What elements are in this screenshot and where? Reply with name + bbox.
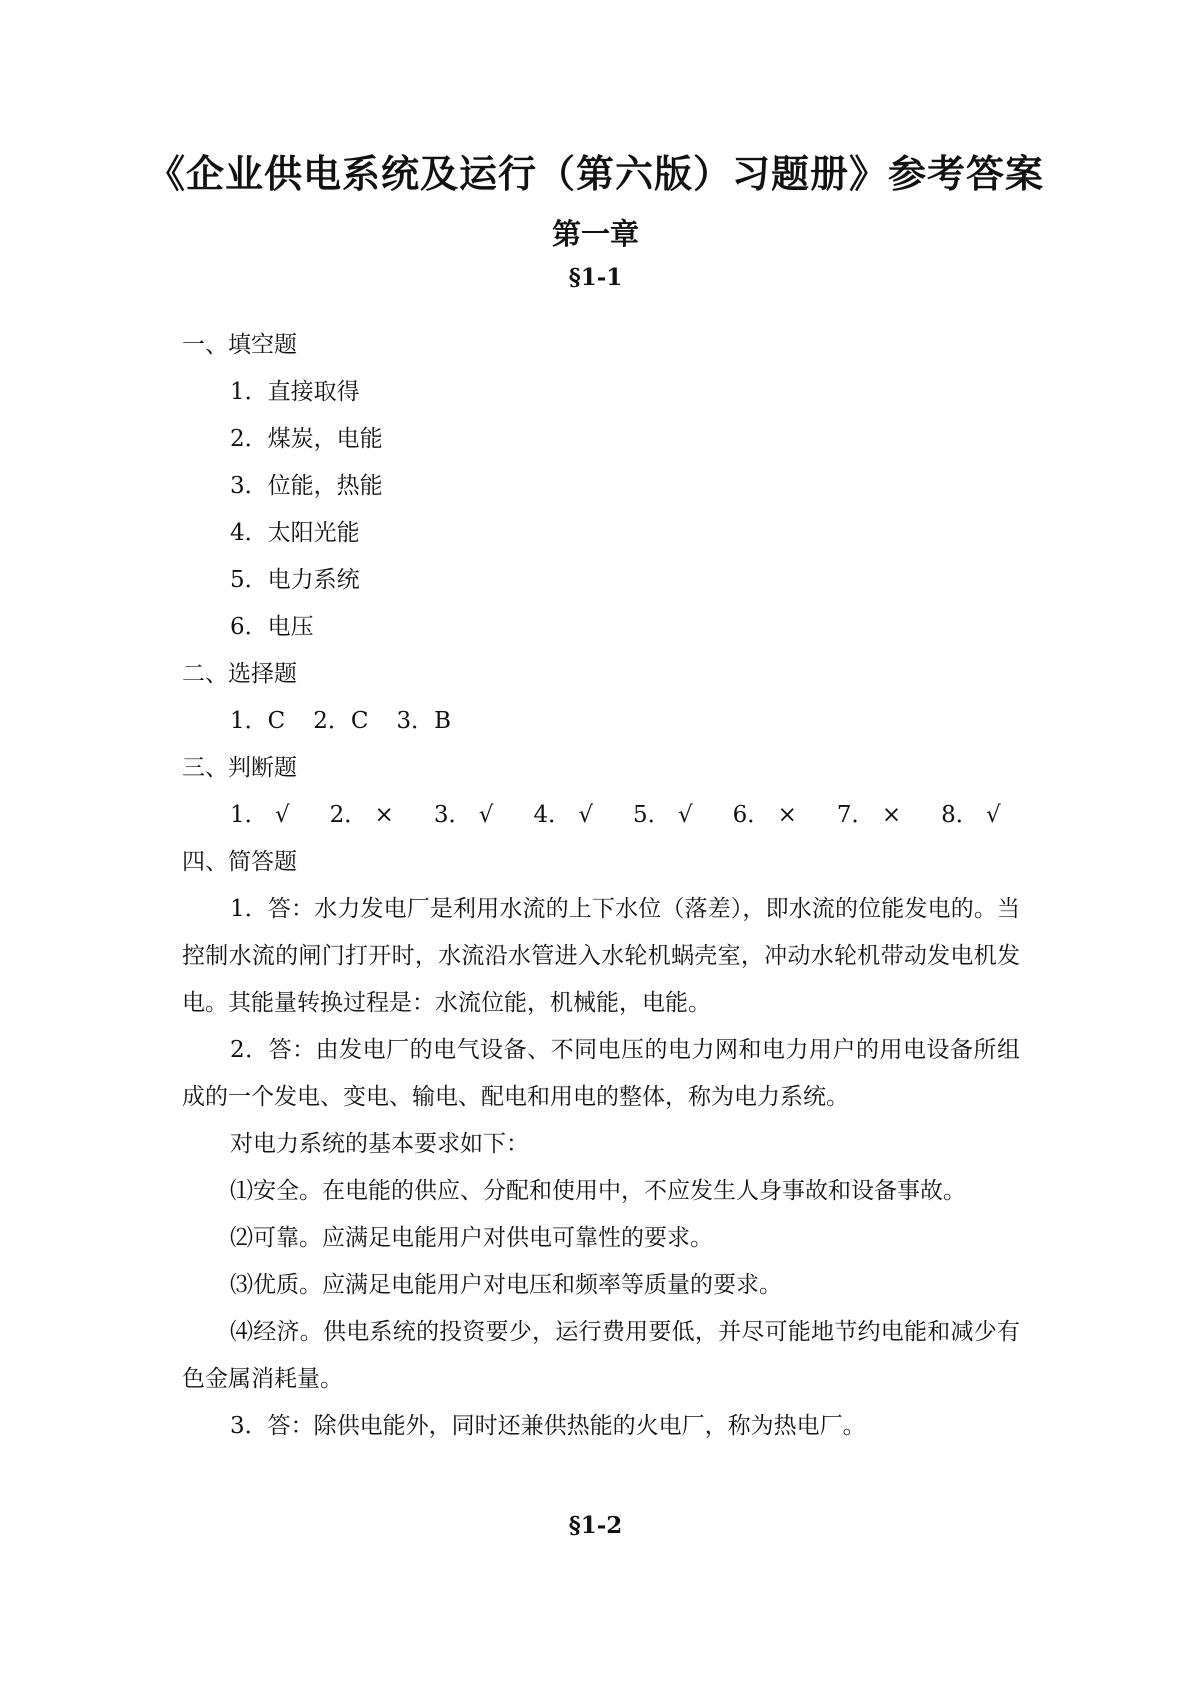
short-answer-q1: 1．答：水力发电厂是利用水流的上下水位（落差），即水流的位能发电的。当控制水流的闸门打开时，水流沿水管进入水轮机蜗壳室，冲动水轮机带动发电机发电。其能量转换过程是：水流位能，机械能，电能。 <box>182 896 1020 1016</box>
fill-blank-heading: 一、填空题 <box>182 332 297 358</box>
document-title: 《企业供电系统及运行（第六版）习题册》参考答案 <box>146 151 1044 196</box>
requirement-item: ⑶优质。应满足电能用户对电压和频率等质量的要求。 <box>230 1272 782 1298</box>
choice-answer: 2．C <box>313 708 369 734</box>
requirement-item: ⑴安全。在电能的供应、分配和使用中，不应发生人身事故和设备事故。 <box>230 1178 966 1204</box>
fill-blank-item: 5．电力系统 <box>230 567 360 593</box>
choice-answer: 3．B <box>396 708 452 734</box>
short-answer-q2: 2．答：由发电厂的电气设备、不同电压的电力网和电力用户的用电设备所组成的一个发电、变电、输电、配电和用电的整体，称为电力系统。 <box>182 1037 1020 1110</box>
fill-blank-item: 4．太阳光能 <box>230 520 360 546</box>
fill-blank-item: 6．电压 <box>230 614 314 640</box>
chapter-heading: 第一章 <box>551 217 639 251</box>
fill-blank-item: 2．煤炭，电能 <box>230 426 383 452</box>
judge-answer: 4． √ <box>533 802 594 828</box>
judge-answers <box>182 792 1020 839</box>
short-answer-heading: 四、简答题 <box>182 849 297 875</box>
section-heading-1-2: §1-2 <box>568 1512 623 1539</box>
judge-answer: 3． √ <box>433 802 494 828</box>
section-heading-1-1: §1-1 <box>568 264 623 291</box>
judge-answer: 7． × <box>836 802 902 828</box>
short-answer-q2-intro: 对电力系统的基本要求如下： <box>230 1131 529 1157</box>
judge-answer: 8． √ <box>941 802 1001 828</box>
document-body <box>182 322 1020 1450</box>
requirement-item: ⑷经济。供电系统的投资要少，运行费用要低，并尽可能地节约电能和减少有色金属消耗量。 <box>182 1319 1020 1392</box>
judge-answer: 6． × <box>732 802 797 828</box>
requirement-item: ⑵可靠。应满足电能用户对供电可靠性的要求。 <box>230 1225 713 1251</box>
judge-answer: 5． √ <box>633 802 693 828</box>
fill-blank-item: 3．位能，热能 <box>230 473 383 499</box>
judge-heading: 三、判断题 <box>182 755 297 781</box>
choice-answer: 1．C <box>230 708 286 734</box>
judge-answer: 2． × <box>329 802 394 828</box>
judge-answer: 1． √ <box>230 802 290 828</box>
short-answer-q3: 3．答：除供电能外，同时还兼供热能的火电厂，称为热电厂。 <box>230 1413 866 1439</box>
fill-blank-item: 1．直接取得 <box>230 379 360 405</box>
choice-answers <box>182 698 1020 745</box>
choice-heading: 二、选择题 <box>182 661 297 687</box>
